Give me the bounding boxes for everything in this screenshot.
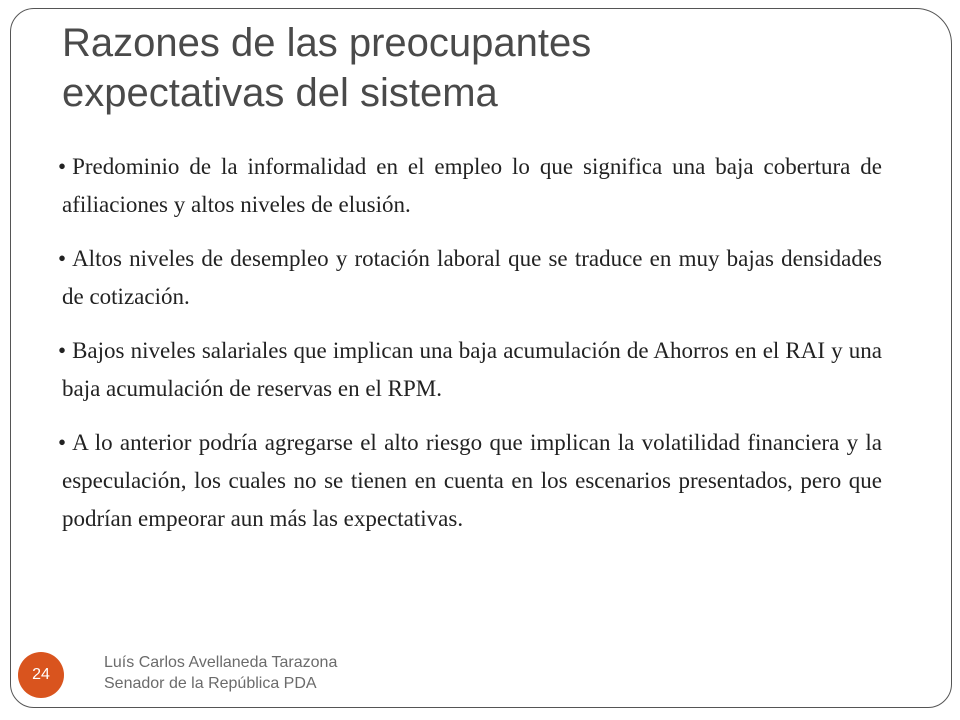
bullet-item: [58, 148, 882, 224]
bullet-item: [58, 332, 882, 408]
slide-title: [62, 18, 862, 118]
bullet-item: [58, 424, 882, 538]
title-line-1: Razones de las preocupantes: [62, 21, 592, 65]
bullet-text: A lo anterior podría agregarse el alto riesgo que implican la volatilidad financiera y la especulación, los cuales no se tienen en cuenta en los escenarios presentados, pero que podrían empeorar aun más las expectativas.: [62, 430, 882, 531]
footer-author: Luís Carlos Avellaneda Tarazona: [104, 654, 338, 671]
page-number-badge: [18, 652, 64, 698]
bullet-text: Bajos niveles salariales que implican una baja acumulación de Ahorros en el RAI y una baja acumulación de reservas en el RPM.: [62, 338, 882, 401]
bullet-dot: •: [58, 246, 67, 271]
bullet-dot: •: [58, 154, 67, 179]
bullet-dot: •: [58, 430, 67, 455]
page-number: 24: [32, 666, 50, 683]
title-line-2: expectativas del sistema: [62, 71, 498, 115]
footer: [104, 652, 337, 694]
bullet-dot: •: [58, 338, 67, 363]
bullet-item: [58, 240, 882, 316]
footer-role: Senador de la República PDA: [104, 675, 317, 692]
bullet-list: [58, 148, 882, 554]
bullet-text: Altos niveles de desempleo y rotación laboral que se traduce en muy bajas densidades de cotización.: [62, 246, 882, 309]
bullet-text: Predominio de la informalidad en el empleo lo que significa una baja cobertura de afiliaciones y altos niveles de elusión.: [62, 154, 882, 217]
